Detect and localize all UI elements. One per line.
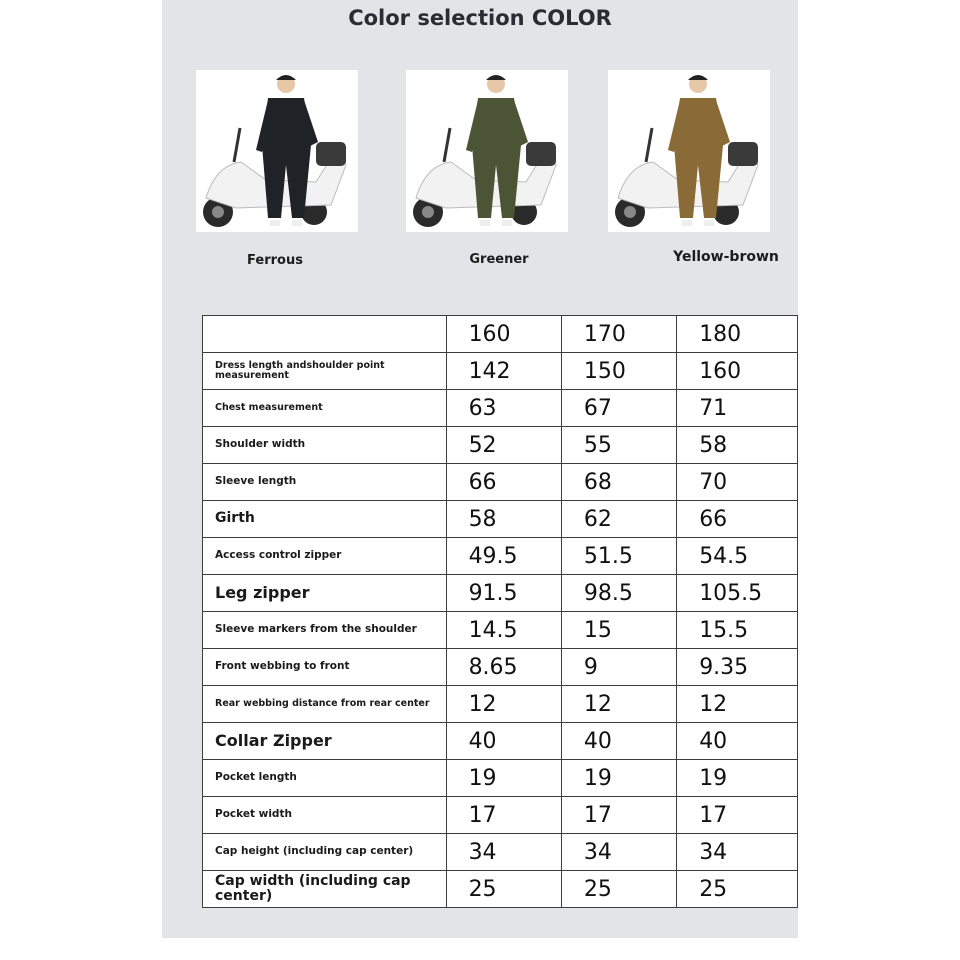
- table-header-cell: 180: [677, 316, 798, 353]
- row-value: 71: [677, 390, 798, 427]
- row-label: Sleeve markers from the shoulder: [203, 612, 447, 649]
- color-caption-greener: Greener: [469, 252, 529, 267]
- row-label: Collar Zipper: [203, 723, 447, 760]
- row-label: Cap width (including cap center): [203, 871, 447, 908]
- row-value: 150: [561, 353, 676, 390]
- row-value: 63: [446, 390, 561, 427]
- content-panel: [162, 0, 798, 938]
- row-value: 19: [446, 760, 561, 797]
- row-value: 12: [446, 686, 561, 723]
- table-row: [203, 723, 798, 760]
- table-row: [203, 427, 798, 464]
- row-value: 40: [561, 723, 676, 760]
- row-value: 14.5: [446, 612, 561, 649]
- row-value: 19: [561, 760, 676, 797]
- table-row: [203, 501, 798, 538]
- row-value: 34: [446, 834, 561, 871]
- row-value: 8.65: [446, 649, 561, 686]
- row-label: Leg zipper: [203, 575, 447, 612]
- row-value: 67: [561, 390, 676, 427]
- color-caption-yellow-brown: Yellow-brown: [673, 249, 779, 265]
- rider-scooter-illustration-icon: [406, 70, 568, 232]
- row-value: 19: [677, 760, 798, 797]
- row-value: 55: [561, 427, 676, 464]
- table-row: [203, 538, 798, 575]
- row-label: Dress length andshoulder point measurement: [203, 353, 447, 390]
- product-photo-ferrous[interactable]: [196, 70, 358, 232]
- row-value: 58: [446, 501, 561, 538]
- table-row: [203, 797, 798, 834]
- row-value: 25: [677, 871, 798, 908]
- row-label: Girth: [203, 501, 447, 538]
- row-value: 40: [677, 723, 798, 760]
- row-value: 142: [446, 353, 561, 390]
- row-value: 105.5: [677, 575, 798, 612]
- row-value: 15.5: [677, 612, 798, 649]
- table-row: [203, 612, 798, 649]
- row-value: 15: [561, 612, 676, 649]
- row-value: 9.35: [677, 649, 798, 686]
- row-value: 68: [561, 464, 676, 501]
- row-label: Chest measurement: [203, 390, 447, 427]
- table-row: [203, 464, 798, 501]
- row-label: Pocket width: [203, 797, 447, 834]
- row-label: Front webbing to front: [203, 649, 447, 686]
- table-row: [203, 390, 798, 427]
- row-value: 17: [446, 797, 561, 834]
- row-value: 160: [677, 353, 798, 390]
- table-row: [203, 871, 798, 908]
- row-value: 51.5: [561, 538, 676, 575]
- row-label: Cap height (including cap center): [203, 834, 447, 871]
- row-value: 12: [677, 686, 798, 723]
- size-chart-table: [202, 315, 798, 908]
- row-value: 66: [677, 501, 798, 538]
- product-photo-yellow-brown[interactable]: [608, 70, 770, 232]
- product-photo-greener[interactable]: [406, 70, 568, 232]
- row-value: 40: [446, 723, 561, 760]
- row-value: 12: [561, 686, 676, 723]
- row-value: 58: [677, 427, 798, 464]
- row-value: 91.5: [446, 575, 561, 612]
- row-label: Pocket length: [203, 760, 447, 797]
- table-header-cell: 160: [446, 316, 561, 353]
- row-label: Shoulder width: [203, 427, 447, 464]
- row-value: 52: [446, 427, 561, 464]
- row-value: 98.5: [561, 575, 676, 612]
- row-value: 34: [677, 834, 798, 871]
- row-value: 9: [561, 649, 676, 686]
- row-label: Access control zipper: [203, 538, 447, 575]
- table-row: [203, 686, 798, 723]
- rider-scooter-illustration-icon: [608, 70, 770, 232]
- row-value: 62: [561, 501, 676, 538]
- table-row: [203, 353, 798, 390]
- table-row: [203, 649, 798, 686]
- table-header-cell: [203, 316, 447, 353]
- row-value: 25: [561, 871, 676, 908]
- table-header-row: [203, 316, 798, 353]
- row-label: Sleeve length: [203, 464, 447, 501]
- color-caption-ferrous: Ferrous: [247, 253, 303, 268]
- table-row: [203, 575, 798, 612]
- row-value: 70: [677, 464, 798, 501]
- row-value: 49.5: [446, 538, 561, 575]
- row-value: 66: [446, 464, 561, 501]
- table-row: [203, 760, 798, 797]
- row-value: 25: [446, 871, 561, 908]
- row-label: Rear webbing distance from rear center: [203, 686, 447, 723]
- page-title: Color selection COLOR: [348, 6, 612, 30]
- row-value: 17: [561, 797, 676, 834]
- table-header-cell: 170: [561, 316, 676, 353]
- row-value: 54.5: [677, 538, 798, 575]
- row-value: 34: [561, 834, 676, 871]
- row-value: 17: [677, 797, 798, 834]
- table-row: [203, 834, 798, 871]
- rider-scooter-illustration-icon: [196, 70, 358, 232]
